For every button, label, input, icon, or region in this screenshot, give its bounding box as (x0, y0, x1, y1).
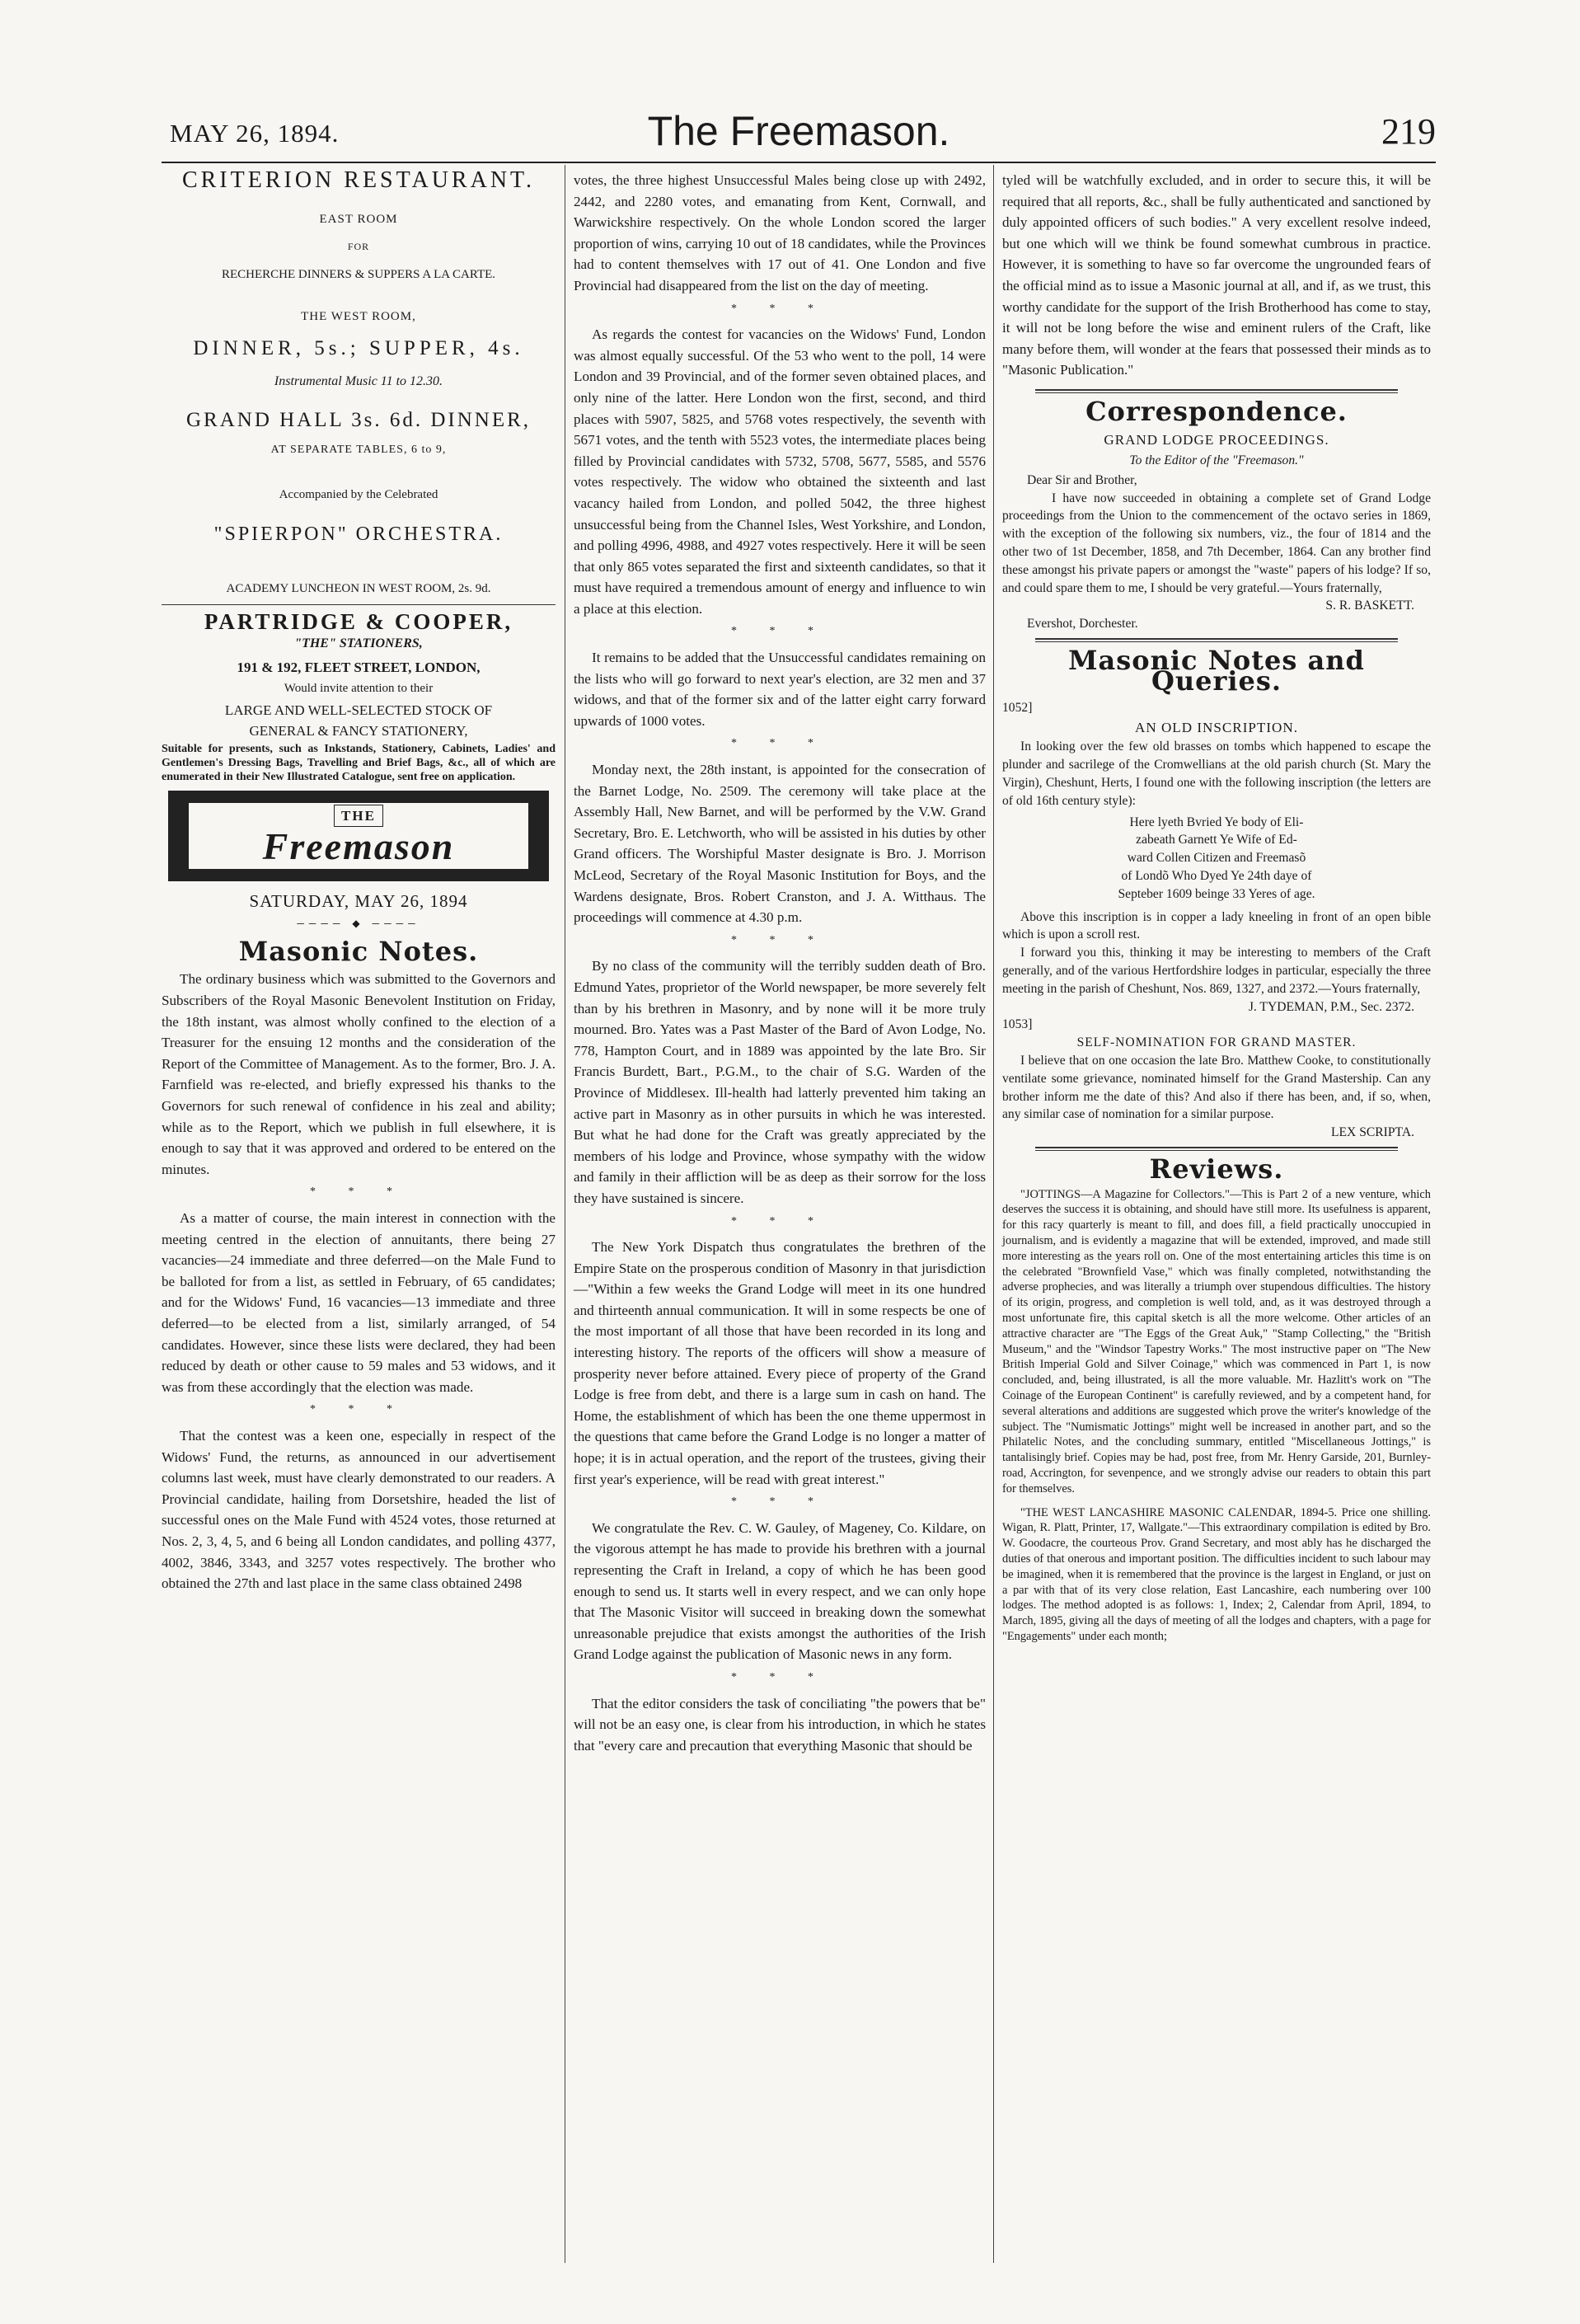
partridge-invite: Would invite attention to their (284, 681, 434, 695)
signature: J. TYDEMAN, P.M., Sec. 2372. (1248, 999, 1414, 1014)
query-number: 1053] (1002, 1017, 1033, 1032)
to-editor: To the Editor of the "Freemason." (1129, 453, 1304, 468)
luncheon-line: ACADEMY LUNCHEON IN WEST ROOM, 2s. 9d. (226, 581, 491, 595)
paragraph: Above this inscription is in copper a lady kneeling in front of an open bible which is upon a scroll rest. (1002, 909, 1431, 942)
salutation: Dear Sir and Brother, (1027, 472, 1137, 487)
inscription-line: of Londõ Who Dyed Ye 24th daye of (1121, 869, 1312, 884)
ornament-rule: ──── ◆ ──── (297, 918, 420, 930)
section-separator: * * * (731, 302, 828, 315)
paragraph: That the editor considers the task of conciliating "the powers that be" will not be an easy one, is clear from his introduction, in which he states that "every care and precaution that everything Masonic that should be (574, 1695, 986, 1754)
signature: S. R. BASKETT. (1325, 599, 1414, 613)
criterion-heading: CRITERION RESTAURANT. (181, 167, 536, 193)
section-separator: * * * (731, 1495, 828, 1509)
partridge-description: Suitable for presents, such as Inkstands, Stationery, Cabinets, Ladies' and Gentlemen's Dressing Bags, Travelling and Brief Bags, &c., all of which are enumerated in their New Illustrated Catalogue, sent free on application. (162, 742, 556, 783)
section-separator: * * * (310, 1185, 407, 1199)
query-title: AN OLD INSCRIPTION. (1134, 719, 1298, 735)
logo-the: THE (334, 805, 383, 828)
section-reviews: Reviews. (1149, 1153, 1284, 1185)
grand-lodge-heading: GRAND LODGE PROCEEDINGS. (1104, 431, 1329, 448)
masthead (162, 107, 1436, 162)
paragraph: As a matter of course, the main interest in connection with the meeting centred in the election of annuitants, there being 27 vacancies—24 immediate and three deferred—on the Male Fund to be balloted for from a list, as settled in February, of 65 candidates; and for the Widows' Fund, 16 vacancies—13 immediate and three deferred—to be elected from a list, similarly arranged, of 54 candidates. However, since these lists were declared, they had been reduced by death or other cause to 59 males and 53 widows, and it was from these accordingly that the election was made. (162, 1210, 556, 1395)
saturday-date: SATURDAY, MAY 26, 1894 (249, 890, 468, 911)
section-separator: * * * (310, 1403, 407, 1416)
criterion-ad (162, 167, 556, 599)
section-notes-queries: Masonic Notes and Queries. (1068, 644, 1365, 697)
grand-hall: GRAND HALL 3s. 6d. DINNER, (185, 409, 532, 432)
partridge-ad (162, 609, 556, 784)
inscription-line: ward Collen Citizen and Freemasõ (1127, 851, 1306, 866)
column-2 (574, 170, 986, 1756)
header-rule (162, 162, 1436, 163)
paragraph: It remains to be added that the Unsuccessful candidates remaining on the lists who will go forward to next year's election, are 32 men and 37 widows, and that of the former six and of the latter eight carry forward upwards of 1000 votes. (574, 650, 986, 729)
section-rule (1035, 389, 1398, 391)
for-label: FOR (347, 241, 370, 253)
paragraph: In looking over the few old brasses on tombs which happened to escape the plunder and sacrilege of the Cromwellians at the old parish church (St. Mary the Virgin), Cheshunt, Herts, I found one with the following inscription (the letters are of old 16th century style): (1002, 739, 1431, 808)
section-separator: * * * (731, 933, 828, 946)
paragraph: I believe that on one occasion the late Bro. Matthew Cooke, to constitutionally ventilate some grievance, nominated himself for the Grand Mastership. Can any brother inform me the date of this? And also if there has been, and, if so, when, any similar case of nomination for a similar purpose. (1002, 1054, 1431, 1122)
section-rule (1035, 392, 1398, 393)
query-title: SELF-NOMINATION FOR GRAND MASTER. (1076, 1035, 1357, 1050)
separate-tables: AT SEPARATE TABLES, 6 to 9, (270, 443, 447, 456)
music-hours: Instrumental Music 11 to 12.30. (274, 373, 443, 388)
east-room: EAST ROOM (319, 212, 398, 226)
dinners-line: RECHERCHE DINNERS & SUPPERS A LA CARTE. (221, 267, 496, 281)
section-correspondence: Correspondence. (1085, 395, 1348, 427)
paragraph: That the contest was a keen one, especially in respect of the Widows' Fund, the returns, as announced in our advertisement columns last week, must have clearly demonstrated to our readers. A Provincial candidate, hailing from Dorsetshire, headed the list of successful ones on the Male Fund with 4524 votes, those returned at Nos. 2, 3, 4, 5, and 6 being all London candidates, and polling 4377, 4002, 3846, 3343, and 3257 votes respectively. The brother who obtained the 27th and last place in the same class obtained 2498 (162, 1427, 556, 1592)
paragraph: tyled will be watchfully excluded, and in order to secure this, it will be required that all reports, &c., shall be fully authenticated and sanctioned by duly appointed officers of such bodies." A very excellent resolve indeed, but one which will we think be found somewhat cumbrous in practice. However, it is something to have so far overcome the ungrounded fears of the official mind as to issue a Masonic journal at all, and if, as we trust, this worthy candidate for the support of the Irish Brotherhood has come to stay, it will not be long before the wise and eminent rulers of the Craft, like many before them, will wonder at the fears that possessed their minds as to "Masonic Publication." (1002, 172, 1431, 378)
partridge-stationery: GENERAL & FANCY STATIONERY, (249, 723, 468, 739)
inscription-line: Here lyeth Bvried Ye body of Eli- (1129, 815, 1304, 829)
section-separator: * * * (731, 1670, 828, 1683)
paragraph: "JOTTINGS—A Magazine for Collectors."—This is Part 2 of a new venture, which deserves the success it is obtaining, and should have still more. Its usefulness is apparent, for this racy quarterly is meant to fill, and does fill, a field practically unoccupied in journalism, and is evidently a magazine that will be extended, improved, and made still more interesting as the years roll on. One of the most entertaining articles this time is on the celebrated "Brownfield Vase," which was finally completed, notwithstanding the adverse prophecies, and was literally a triumph over stupendous difficulties. The history of its origin, progress, and completion is well told, and, as it was destroyed through a most unfortunate fire, this capital sketch is all the more welcome. Other articles of an attractive character are "The Eggs of the Great Auk," "Stamp Collecting," the "British Museum," and the "Windsor Tapestry Works." The most instructive paper on "The New British Imperial Gold and Silver Coinage," which was commenced in Part 1, is now concluded, and, being illustrated, is all the more valuable. Mr. Hazlitt's work on "The Coinage of the European Continent" is carefully reviewed, and by a competent hand, for several alterations and additions are suggested which prove the writer's knowledge of the subject. The "Numismatic Jottings" might well be increased in another part, and so the Philatelic Notes, and the concluding summary, entitled "Miscellaneous Jottings," is tantalisingly brief. Copies may be had, post free, from Mr. Henry Garside, 201, Burnley-road, Accrington, for sevenpence, and we strongly advise our readers to obtain this part for themselves. (1002, 1187, 1431, 1495)
section-rule (1035, 638, 1398, 640)
logo-freemason: Freemason (262, 825, 455, 868)
column-3 (1002, 170, 1431, 1645)
partridge-subheading: "THE" STATIONERS, (294, 636, 423, 650)
place: Evershot, Dorchester. (1027, 617, 1138, 631)
issue-date: MAY 26, 1894. (170, 119, 340, 148)
dinner-supper-prices: DINNER, 5s.; SUPPER, 4s. (193, 336, 524, 359)
paragraph: votes, the three highest Unsuccessful Males being close up with 2492, 2442, and 2280 votes, and emanating from Kent, Cornwall, and Warwickshire respectively. On the whole London scored the larger proportion of wins, carrying 10 out of 18 candidates, while the Provinces had to content themselves with 17 out of 41. One London and five Provincial had disappeared from the list on the day of meeting. (574, 172, 986, 293)
section-separator: * * * (731, 1214, 828, 1228)
orchestra: "SPIERPON" ORCHESTRA. (213, 523, 504, 545)
partridge-address: 191 & 192, FLEET STREET, LONDON, (237, 660, 481, 676)
newspaper-title: The Freemason. (647, 108, 950, 154)
section-separator: * * * (731, 737, 828, 750)
paragraph: The ordinary business which was submitted to the Governors and Subscribers of the Royal Masonic Benevolent Institution on Friday, the 18th instant, was almost wholly confined to the election of a Treasurer for the ensuing 12 months and the consideration of the Report of the Committee of Management. As to the former, Bro. J. A. Farnfield was re-elected, and briefly expressed his thanks to the Governors for such renewal of confidence in his zeal and ability; while as to the Report, which we publish in full elsewhere, it is enough to say that it was approved and ordered to be entered on the minutes. (162, 971, 556, 1177)
freemason-logo (168, 791, 549, 881)
signature: LEX SCRIPTA. (1331, 1125, 1414, 1140)
paragraph: "THE WEST LANCASHIRE MASONIC CALENDAR, 1894-5. Price one shilling. Wigan, R. Platt, Printer, 17, Wallgate."—This extraordinary compilation is edited by Bro. W. Goodacre, the courteous Prov. Grand Secretary, and most ably has he discharged the duties of that onerous and important position. The difficulties incident to such labour may be imagined, when it is remembered that the province is the largest in England, or just on a par with that of its very close relation, East Lancashire, each numbering over 100 lodges. The method adopted is as follows: 1, Index; 2, Calendar from April, 1894, to March, 1895, giving all the days of meeting of all the lodges and chapters, with a page for "Engagements" under each month; (1002, 1505, 1431, 1643)
section-rule (1035, 1150, 1398, 1151)
section-rule (1035, 641, 1398, 642)
paragraph: As regards the contest for vacancies on the Widows' Fund, London was almost equally successful. Of the 53 who went to the poll, 14 were London and 39 Provincial, and of the former seven obtained places, and only nine of the latter. Here London won the first, second, and third places with 5907, 5825, and 5768 votes respectively, the seventh with 5671 votes, and the tenth with 5523 votes, the intermediate places being filled by Provincial candidates with 5732, 5708, 5677, 5585, and 5576 votes respectively. The widow who obtained the sixteenth and last vacancy hailed from London, and polled 5042, the three highest unsuccessful being from the Channel Isles, West Yorkshire, and London, and polling 4996, 4988, and 4927 votes respectively. Here it will be seen that only 865 votes separated the first and sixteenth candidates, so that it must have required a tremendous amount of energy and influence to win a place at this election. (574, 326, 986, 617)
column-1 (162, 167, 556, 1594)
paragraph: Monday next, the 28th instant, is appointed for the consecration of the Barnet Lodge, No. 2509. The ceremony will take place at the Assembly Hall, New Barnet, and will be performed by the V.W. Grand Secretary, Bro. E. Letchworth, who will be assisted in his duties by other Grand officers. The Worshipful Master designate is Bro. J. Morrison McLeod, Secretary of the Royal Masonic Institution for Boys, and the Wardens designate, Bros. Robert Cranston, and J. A. Witthaus. The proceedings will commence at 4.30 p.m. (574, 762, 986, 926)
accompanied-line: Accompanied by the Celebrated (279, 488, 438, 502)
query-number: 1052] (1002, 701, 1033, 716)
paragraph: By no class of the community will the terribly sudden death of Bro. Edmund Yates, proprietor of the World newspaper, be more severely felt than by his brethren in Masonry, and by none will it be more truly mourned. Bro. Yates was a Past Master of the Bard of Avon Lodge, No. 778, Hampton Court, and in 1889 was appointed by the late Bro. Sir Francis Burdett, Bart., P.G.M., to the chair of S.G. Warden of the Province of Middlesex. Ill-health had latterly prevented him taking an active part in Masonry as in other pursuits in which he was interested. But what he had done for the Craft was greatly appreciated by the members of his lodge and Province, whose sympathy with the widow and family in their affliction will be as deep as their sorrow for the loss they have sustained is sincere. (574, 958, 986, 1206)
paragraph: The New York Dispatch thus congratulates the brethren of the Empire State on the prosperous condition of Masonry in that jurisdiction—"Within a few weeks the Grand Lodge will meet in its one hundred and thirteenth annual communication. It will in some respects be one of the most important of all those that have been recorded in its long and interesting history. The reports of the officers will show a measure of prosperity never before attained. Every piece of property of the Grand Lodge is free from debt, and there is a large sum in cash on hand. The Home, the establishment of which has been the one theme uppermost in the questions that came before the Grand Lodge is no longer a matter of hope; it is in actual operation, and the report of the trustees, giving their first year's experience, will be read with great interest." (574, 1239, 986, 1487)
inscription-line: Septeber 1609 beinge 33 Yeres of age. (1118, 886, 1315, 901)
partridge-stock: LARGE AND WELL-SELECTED STOCK OF (224, 702, 493, 718)
section-masonic-notes: Masonic Notes. (238, 935, 479, 967)
page-number: 219 (1381, 111, 1436, 152)
inscription (1002, 814, 1431, 904)
paragraph: We congratulate the Rev. C. W. Gauley, of Mageney, Co. Kildare, on the vigorous attempt he has made to provide his brethren with a journal representing the Craft in Ireland, a copy of which he has been good enough to send us. It starts well in every respect, and we can only hope that The Masonic Visitor will succeed in breaking down the somewhat unreasonable prejudice that exists amongst the authorities of the Irish Grand Lodge against the publication of Masonic news in any form. (574, 1519, 986, 1663)
west-room: THE WEST ROOM, (301, 310, 416, 324)
partridge-heading: PARTRIDGE & COOPER, (204, 609, 513, 635)
section-separator: * * * (731, 625, 828, 638)
column-divider (993, 165, 994, 2263)
inscription-line: zabeath Garnett Ye Wife of Ed- (1136, 833, 1297, 847)
section-rule (1035, 1147, 1398, 1148)
paragraph: I forward you this, thinking it may be interesting to members of the Craft generally, and of the various Hertfordshire lodges in particular, especially the three meeting in the parish of Cheshunt, Nos. 869, 1327, and 2372.—Yours fraternally, (1002, 946, 1431, 996)
paragraph: I have now succeeded in obtaining a complete set of Grand Lodge proceedings from the Union to the commencement of the octavo series in 1869, with the exception of the following six numbers, viz., the four of 1814 and the other two of 1st December, 1858, and 7th December, 1864. Can any brother find these amongst his private papers or amongst the "waste" papers of his lodge? If so, and could spare them to me, I should be very grateful.—Yours fraternally, (1002, 491, 1431, 595)
